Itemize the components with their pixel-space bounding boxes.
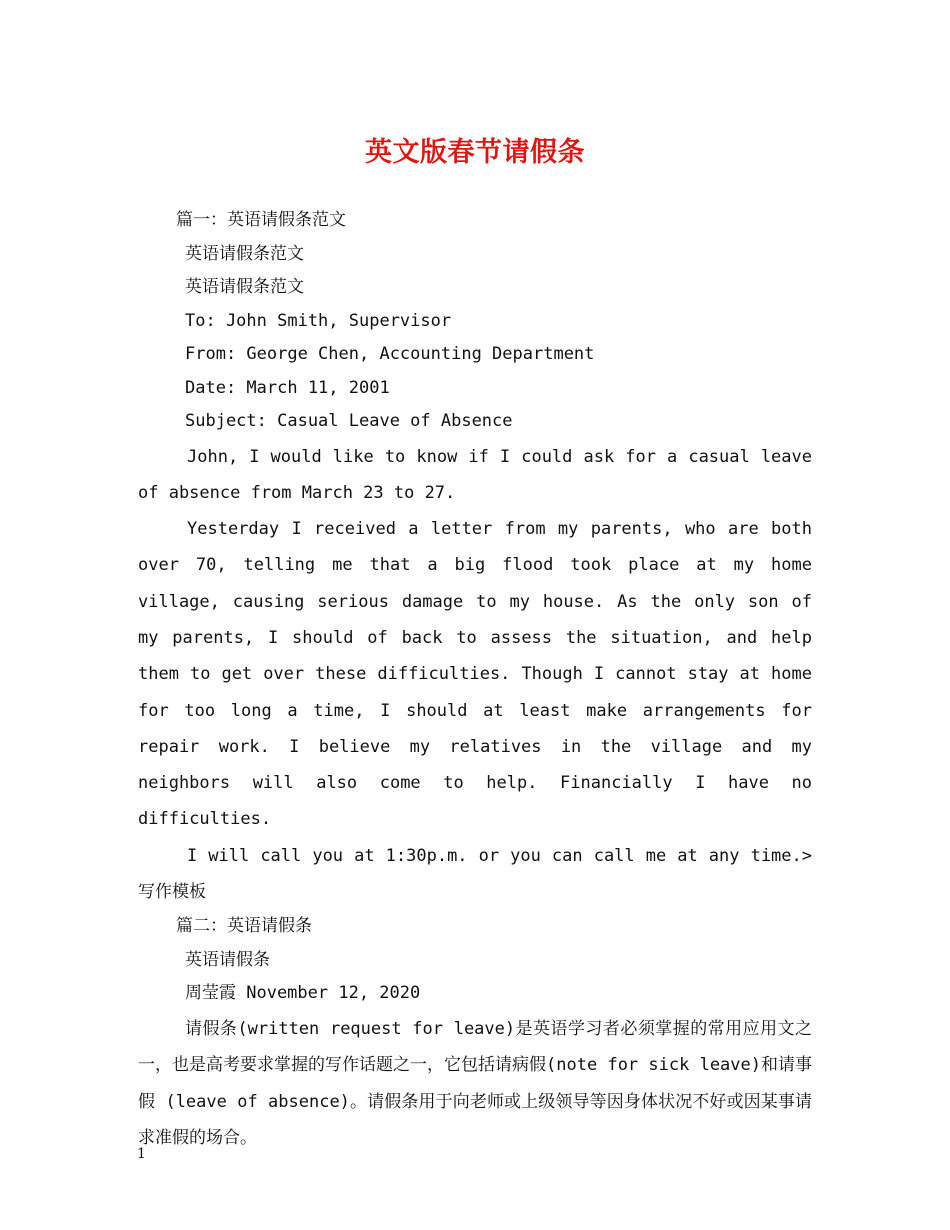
section-1-heading: 篇一：英语请假条范文 (176, 210, 346, 230)
memo-subject-line: Subject: Casual Leave of Absence (185, 411, 513, 431)
section-2-author-date: 周莹霞 November 12, 2020 (185, 983, 421, 1004)
section-1-subtitle: 英语请假条范文 (185, 243, 304, 264)
letter-paragraph-closing: I will call you at 1:30p.m. or you can call me at any time.>写作模板 (138, 845, 812, 903)
memo-date-line: Date: March 11, 2001 (185, 377, 390, 398)
document-body (138, 204, 812, 1157)
letter-paragraph-reason: Yesterday I received a letter from my parents, who are both over 70, telling me that a big flood took place at my home village, causing serious damage to my house. As the only son of my parents, I should of back to assess the situation, and help them to get over these difficulties. Though I cannot stay at home for too long a time, I should at least make arrangements for repair work. I believe my relatives in the village and my neighbors will also come to help. Financially I have no difficulties. (138, 519, 812, 830)
letter-paragraph-request: John, I would like to know if I could ask for a casual leave of absence from March 23 to 27. (138, 446, 812, 503)
section-2-paragraph: 请假条(written request for leave)是英语学习者必须掌握的常用应用文之一，也是高考要求掌握的写作话题之一，它包括请病假(note for sick leave)和请事假 (leave of absence)。请假条用于向老师或上级领导等因身体状况不好或因某事请求准假的场合。 (138, 1018, 812, 1149)
page-number: 1 (137, 1146, 146, 1162)
section-2-subtitle: 英语请假条 (185, 949, 270, 970)
memo-to-line: To: John Smith, Supervisor (185, 310, 452, 331)
document-title: 英文版春节请假条 (365, 137, 585, 168)
memo-from-line: From: George Chen, Accounting Department (185, 344, 595, 364)
section-2-heading: 篇二：英语请假条 (176, 916, 312, 937)
section-1-subtitle-repeat: 英语请假条范文 (185, 277, 304, 297)
